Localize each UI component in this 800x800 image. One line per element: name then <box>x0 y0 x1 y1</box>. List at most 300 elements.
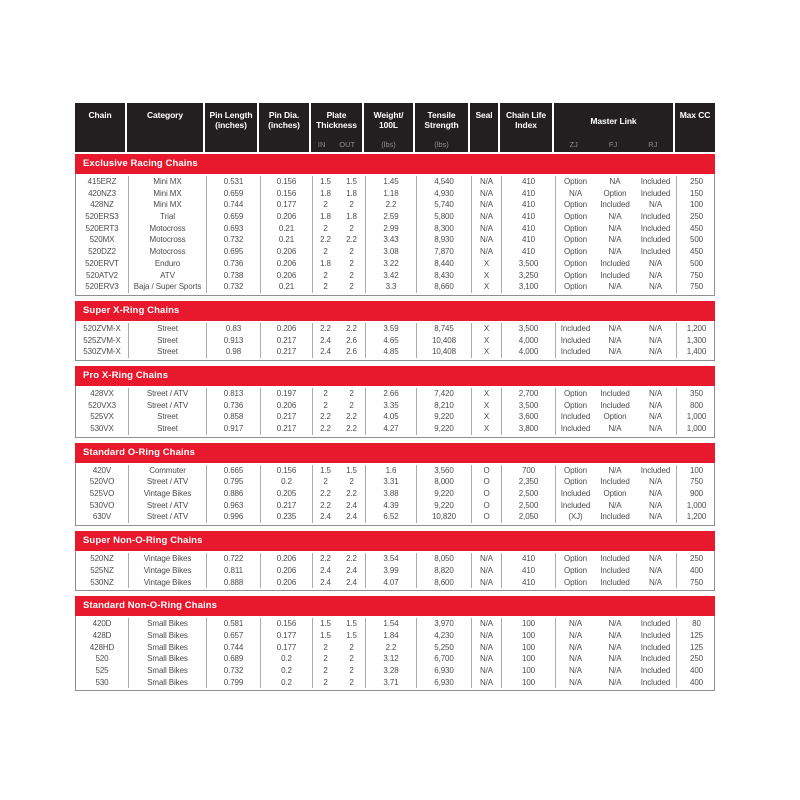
cell-weight-100l: 2.59 <box>365 211 416 223</box>
cell-master-link-fj: Included <box>600 565 630 575</box>
cell-seal: X <box>471 400 501 412</box>
cell-chain: 520ERV3 <box>85 282 119 292</box>
cell-chain: 530VO <box>89 500 115 510</box>
cell-pin-dia: 0.206 <box>260 577 312 589</box>
cell-seal: N/A <box>471 199 501 211</box>
header-plate-thickness <box>311 103 362 152</box>
header-category-label: Category <box>146 110 184 120</box>
cell-master-link-rj: N/A <box>648 258 663 268</box>
cell-chain: 525VX <box>90 412 114 422</box>
cell-master-link-zj: N/A <box>555 677 595 689</box>
table-row <box>76 176 714 188</box>
cell-max-cc: 1,300 <box>676 335 716 347</box>
cell-plate-in: 2.2 <box>312 500 338 512</box>
cell-seal: X <box>471 411 501 423</box>
cell-master-link-zj: Included <box>555 323 595 335</box>
cell-plate-out: 1.8 <box>346 212 357 222</box>
cell-tensile-strength: 5,800 <box>416 211 471 223</box>
cell-chain: 415ERZ <box>87 177 117 186</box>
cell-plate-out: 2.4 <box>346 565 357 575</box>
table-header-row <box>75 103 715 152</box>
header-master-link-sub-fj: FJ <box>608 139 618 149</box>
cell-max-cc: 1,200 <box>676 511 716 523</box>
cell-pin-length: 0.732 <box>206 281 260 293</box>
cell-pin-length: 0.813 <box>206 388 260 400</box>
cell-chain: 520NZ <box>90 554 114 564</box>
cell-chain: 428D <box>92 630 112 640</box>
cell-chain: 520ATV2 <box>85 270 119 280</box>
cell-max-cc: 750 <box>676 270 716 282</box>
cell-master-link-fj: N/A <box>608 630 622 640</box>
cell-weight-100l: 2.2 <box>365 199 416 211</box>
cell-chain: 530NZ <box>90 577 114 587</box>
header-chain-label: Chain <box>88 110 112 120</box>
cell-plate-in: 2.4 <box>312 577 338 589</box>
cell-chain-life-index: 3,800 <box>501 423 555 435</box>
header-max-cc-label: Max CC <box>679 110 711 120</box>
cell-plate-out: 2.2 <box>346 323 357 333</box>
table-row <box>76 565 714 577</box>
cell-chain-life-index: 410 <box>501 577 555 589</box>
header-tensile-line2: Strength <box>424 120 459 131</box>
cell-max-cc: 1,000 <box>676 423 716 435</box>
cell-master-link-zj: Included <box>555 500 595 512</box>
cell-chain: 520VO <box>89 477 115 487</box>
cell-category: Mini MX <box>128 176 206 188</box>
cell-plate-out: 1.5 <box>346 177 357 186</box>
cell-tensile-strength: 10,408 <box>416 335 471 347</box>
cell-chain-life-index: 100 <box>501 677 555 689</box>
cell-category: Street <box>128 346 206 358</box>
cell-chain-life-index: 410 <box>501 211 555 223</box>
cell-seal: X <box>471 423 501 435</box>
cell-pin-length: 0.811 <box>206 565 260 577</box>
cell-master-link-fj: N/A <box>608 282 622 292</box>
cell-category: ATV <box>128 270 206 282</box>
cell-pin-dia: 0.206 <box>260 258 312 270</box>
cell-chain: 428HD <box>89 642 115 652</box>
cell-master-link-fj: N/A <box>608 619 622 629</box>
cell-tensile-strength: 4,930 <box>416 188 471 200</box>
cell-tensile-strength: 8,930 <box>416 234 471 246</box>
cell-plate-out: 2 <box>349 477 354 487</box>
cell-weight-100l: 1.6 <box>365 465 416 477</box>
cell-pin-length: 0.732 <box>206 665 260 677</box>
cell-tensile-strength: 8,210 <box>416 400 471 412</box>
cell-master-link-rj: Included <box>640 223 671 233</box>
cell-category: Small Bikes <box>128 642 206 654</box>
cell-plate-out: 2.2 <box>346 235 357 245</box>
table-row <box>76 270 714 282</box>
cell-pin-length: 0.917 <box>206 423 260 435</box>
cell-chain-life-index: 700 <box>501 465 555 477</box>
cell-plate-out: 2.6 <box>346 335 357 345</box>
table-row <box>76 423 714 435</box>
cell-master-link-rj: N/A <box>648 500 663 510</box>
cell-plate-out: 2.4 <box>346 500 357 510</box>
table-row <box>76 199 714 211</box>
cell-pin-dia: 0.217 <box>260 411 312 423</box>
cell-chain-life-index: 3,100 <box>501 281 555 293</box>
section-body <box>75 174 715 296</box>
cell-pin-length: 0.695 <box>206 246 260 258</box>
cell-chain: 428NZ <box>90 200 114 210</box>
cell-pin-length: 0.963 <box>206 500 260 512</box>
cell-seal: N/A <box>471 211 501 223</box>
cell-master-link-zj: Option <box>555 234 595 246</box>
cell-pin-dia: 0.217 <box>260 500 312 512</box>
cell-max-cc: 450 <box>676 246 716 258</box>
cell-plate-in: 2.4 <box>312 511 338 523</box>
cell-category: Street <box>128 423 206 435</box>
cell-master-link-rj: Included <box>640 665 671 675</box>
cell-pin-dia: 0.21 <box>260 281 312 293</box>
cell-plate-in: 2.4 <box>312 346 338 358</box>
cell-pin-length: 0.858 <box>206 411 260 423</box>
header-weight-line1: Weight/ <box>373 110 404 120</box>
cell-tensile-strength: 8,050 <box>416 553 471 565</box>
cell-chain-life-index: 3,500 <box>501 258 555 270</box>
cell-chain: 520DZ2 <box>88 247 116 257</box>
header-pin-length <box>205 103 257 152</box>
cell-master-link-zj: Option <box>555 476 595 488</box>
cell-category: Street <box>128 411 206 423</box>
cell-master-link-fj: N/A <box>608 677 622 687</box>
cell-master-link-rj: N/A <box>648 477 663 487</box>
cell-category: Street / ATV <box>128 500 206 512</box>
table-row <box>76 281 714 293</box>
cell-plate-in: 2 <box>312 223 338 235</box>
table-row <box>76 258 714 270</box>
header-tensile <box>415 103 468 152</box>
cell-master-link-rj: N/A <box>648 323 663 333</box>
cell-pin-length: 0.531 <box>206 176 260 188</box>
cell-pin-dia: 0.21 <box>260 223 312 235</box>
cell-chain: 420V <box>92 465 112 475</box>
cell-category: Street <box>128 335 206 347</box>
cell-seal: X <box>471 335 501 347</box>
cell-master-link-fj: N/A <box>608 665 622 675</box>
cell-seal: N/A <box>471 577 501 589</box>
cell-master-link-fj: Included <box>600 270 630 280</box>
cell-master-link-zj: Included <box>555 488 595 500</box>
cell-chain-life-index: 410 <box>501 176 555 188</box>
cell-weight-100l: 3.88 <box>365 488 416 500</box>
cell-master-link-rj: Included <box>640 247 671 257</box>
table-row <box>76 553 714 565</box>
table-row <box>76 323 714 335</box>
cell-weight-100l: 4.39 <box>365 500 416 512</box>
cell-pin-length: 0.657 <box>206 630 260 642</box>
cell-pin-dia: 0.206 <box>260 565 312 577</box>
cell-chain-life-index: 100 <box>501 642 555 654</box>
table-row <box>76 677 714 689</box>
cell-plate-out: 2 <box>349 665 354 675</box>
cell-plate-in: 2 <box>312 281 338 293</box>
cell-category: Street / ATV <box>128 400 206 412</box>
cell-plate-out: 2.2 <box>346 424 357 433</box>
cell-weight-100l: 4.27 <box>365 423 416 435</box>
cell-pin-dia: 0.156 <box>260 176 312 188</box>
cell-master-link-rj: Included <box>640 630 671 640</box>
cell-master-link-zj: Included <box>555 423 595 435</box>
cell-pin-dia: 0.2 <box>260 677 312 689</box>
table-row <box>76 400 714 412</box>
cell-master-link-rj: N/A <box>648 565 663 575</box>
cell-seal: O <box>471 465 501 477</box>
cell-seal: O <box>471 476 501 488</box>
section-header: Standard Non-O-Ring Chains <box>75 596 715 616</box>
cell-chain: 630V <box>92 512 112 522</box>
cell-category: Trial <box>128 211 206 223</box>
cell-max-cc: 1,400 <box>676 346 716 358</box>
cell-chain-life-index: 410 <box>501 188 555 200</box>
cell-tensile-strength: 8,440 <box>416 258 471 270</box>
cell-master-link-rj: Included <box>640 188 671 198</box>
table-row <box>76 577 714 589</box>
table-row <box>76 642 714 654</box>
cell-weight-100l: 2.99 <box>365 223 416 235</box>
cell-master-link-zj: N/A <box>555 618 595 630</box>
cell-seal: X <box>471 323 501 335</box>
cell-pin-length: 0.799 <box>206 677 260 689</box>
cell-category: Small Bikes <box>128 677 206 689</box>
cell-chain: 530VX <box>90 424 114 433</box>
cell-pin-dia: 0.217 <box>260 423 312 435</box>
cell-master-link-zj: N/A <box>555 642 595 654</box>
cell-tensile-strength: 7,420 <box>416 388 471 400</box>
cell-category: Vintage Bikes <box>128 565 206 577</box>
cell-plate-in: 2 <box>312 246 338 258</box>
cell-master-link-zj: (XJ) <box>555 511 595 523</box>
cell-seal: N/A <box>471 642 501 654</box>
section-body <box>75 616 715 691</box>
cell-chain-life-index: 4,000 <box>501 346 555 358</box>
cell-seal: N/A <box>471 234 501 246</box>
cell-master-link-fj: Included <box>600 477 630 487</box>
cell-pin-dia: 0.217 <box>260 346 312 358</box>
table-row <box>76 653 714 665</box>
table-row <box>76 500 714 512</box>
header-master-link-label: Master Link <box>590 116 637 126</box>
cell-category: Small Bikes <box>128 630 206 642</box>
cell-seal: X <box>471 346 501 358</box>
cell-max-cc: 400 <box>676 565 716 577</box>
cell-master-link-fj: Included <box>600 200 630 210</box>
cell-master-link-zj: Option <box>555 281 595 293</box>
table-row <box>76 246 714 258</box>
header-master-link-sub-rj: RJ <box>648 139 658 149</box>
cell-pin-dia: 0.177 <box>260 642 312 654</box>
cell-seal: N/A <box>471 665 501 677</box>
header-plate-line2: Thickness <box>316 120 357 131</box>
cell-pin-dia: 0.2 <box>260 653 312 665</box>
cell-max-cc: 500 <box>676 258 716 270</box>
cell-plate-in: 2.2 <box>312 411 338 423</box>
cell-pin-dia: 0.156 <box>260 188 312 200</box>
cell-chain-life-index: 3,250 <box>501 270 555 282</box>
cell-plate-in: 2 <box>312 400 338 412</box>
cell-tensile-strength: 9,220 <box>416 411 471 423</box>
cell-plate-in: 2.2 <box>312 423 338 435</box>
cell-master-link-rj: Included <box>640 235 671 245</box>
cell-tensile-strength: 6,700 <box>416 653 471 665</box>
cell-seal: N/A <box>471 618 501 630</box>
table-row <box>76 618 714 630</box>
header-seal <box>470 103 498 152</box>
cell-pin-dia: 0.235 <box>260 511 312 523</box>
cell-chain-life-index: 3,500 <box>501 400 555 412</box>
cell-max-cc: 450 <box>676 223 716 235</box>
cell-master-link-zj: Option <box>555 176 595 188</box>
cell-seal: X <box>471 258 501 270</box>
cell-weight-100l: 2.66 <box>365 388 416 400</box>
header-pin-dia <box>259 103 309 152</box>
cell-master-link-rj: N/A <box>648 412 663 422</box>
cell-weight-100l: 1.45 <box>365 176 416 188</box>
cell-weight-100l: 3.31 <box>365 476 416 488</box>
cell-seal: N/A <box>471 565 501 577</box>
cell-weight-100l: 4.07 <box>365 577 416 589</box>
cell-master-link-fj: N/A <box>608 424 622 433</box>
cell-master-link-fj: Included <box>600 512 630 522</box>
cell-category: Street / ATV <box>128 511 206 523</box>
cell-seal: N/A <box>471 630 501 642</box>
cell-tensile-strength: 8,430 <box>416 270 471 282</box>
cell-master-link-rj: N/A <box>648 424 663 433</box>
table-row <box>76 223 714 235</box>
cell-pin-length: 0.744 <box>206 199 260 211</box>
cell-plate-in: 1.5 <box>312 630 338 642</box>
cell-pin-length: 0.736 <box>206 258 260 270</box>
cell-chain-life-index: 100 <box>501 618 555 630</box>
cell-chain-life-index: 100 <box>501 653 555 665</box>
header-pin-length-line2: (inches) <box>215 120 247 131</box>
section-header: Super X-Ring Chains <box>75 301 715 321</box>
cell-chain: 525NZ <box>90 565 114 575</box>
section-header: Standard O-Ring Chains <box>75 443 715 463</box>
cell-tensile-strength: 3,970 <box>416 618 471 630</box>
cell-plate-out: 2 <box>349 247 354 257</box>
cell-chain: 520ERS3 <box>85 212 119 222</box>
cell-chain-life-index: 2,700 <box>501 388 555 400</box>
cell-master-link-rj: Included <box>640 212 671 222</box>
cell-master-link-fj: N/A <box>608 247 622 257</box>
cell-master-link-fj: NA <box>609 177 621 186</box>
cell-max-cc: 500 <box>676 234 716 246</box>
cell-master-link-rj: N/A <box>648 335 663 345</box>
cell-plate-out: 2 <box>349 400 354 410</box>
cell-master-link-zj: Option <box>555 246 595 258</box>
cell-max-cc: 1,000 <box>676 411 716 423</box>
table-row <box>76 511 714 523</box>
cell-plate-in: 2 <box>312 270 338 282</box>
cell-master-link-zj: Included <box>555 411 595 423</box>
cell-plate-out: 2.4 <box>346 512 357 522</box>
cell-category: Street / ATV <box>128 388 206 400</box>
cell-pin-length: 0.689 <box>206 653 260 665</box>
cell-tensile-strength: 9,220 <box>416 500 471 512</box>
cell-plate-out: 2.2 <box>346 412 357 422</box>
cell-tensile-strength: 9,220 <box>416 423 471 435</box>
cell-pin-length: 0.744 <box>206 642 260 654</box>
cell-pin-dia: 0.206 <box>260 323 312 335</box>
cell-master-link-rj: N/A <box>648 347 663 357</box>
cell-category: Vintage Bikes <box>128 577 206 589</box>
table-row <box>76 630 714 642</box>
header-master-link <box>554 103 673 152</box>
cell-chain: 525VO <box>89 489 115 499</box>
cell-plate-in: 1.8 <box>312 188 338 200</box>
cell-master-link-rj: Included <box>640 619 671 629</box>
cell-chain-life-index: 4,000 <box>501 335 555 347</box>
cell-master-link-rj: N/A <box>648 489 663 499</box>
cell-category: Motocross <box>128 223 206 235</box>
cell-plate-in: 1.5 <box>312 176 338 188</box>
cell-master-link-rj: Included <box>640 642 671 652</box>
cell-plate-out: 2.2 <box>346 489 357 499</box>
cell-weight-100l: 3.3 <box>365 281 416 293</box>
cell-chain: 420NZ3 <box>88 188 116 198</box>
cell-max-cc: 150 <box>676 188 716 200</box>
cell-weight-100l: 3.59 <box>365 323 416 335</box>
cell-seal: N/A <box>471 246 501 258</box>
header-pin-dia-line1: Pin Dia. <box>268 110 300 120</box>
cell-master-link-rj: Included <box>640 465 671 475</box>
cell-max-cc: 750 <box>676 476 716 488</box>
cell-chain-life-index: 2,500 <box>501 488 555 500</box>
cell-seal: N/A <box>471 553 501 565</box>
cell-pin-dia: 0.177 <box>260 199 312 211</box>
cell-plate-out: 2 <box>349 258 354 268</box>
header-weight-line2: 100L <box>379 120 398 131</box>
cell-plate-in: 2 <box>312 476 338 488</box>
cell-chain: 520ERVT <box>85 258 119 268</box>
cell-weight-100l: 3.28 <box>365 665 416 677</box>
cell-weight-100l: 2.2 <box>365 642 416 654</box>
cell-weight-100l: 3.71 <box>365 677 416 689</box>
cell-max-cc: 750 <box>676 281 716 293</box>
cell-plate-out: 2 <box>349 282 354 292</box>
cell-master-link-zj: Option <box>555 565 595 577</box>
cell-tensile-strength: 8,300 <box>416 223 471 235</box>
cell-master-link-fj: N/A <box>608 654 622 664</box>
cell-pin-dia: 0.206 <box>260 400 312 412</box>
cell-plate-in: 1.5 <box>312 618 338 630</box>
cell-master-link-rj: N/A <box>648 554 663 564</box>
cell-master-link-rj: N/A <box>648 200 663 210</box>
cell-tensile-strength: 8,745 <box>416 323 471 335</box>
cell-weight-100l: 1.54 <box>365 618 416 630</box>
cell-chain: 525 <box>95 665 109 675</box>
cell-weight-100l: 3.12 <box>365 653 416 665</box>
cell-category: Street <box>128 323 206 335</box>
cell-weight-100l: 3.22 <box>365 258 416 270</box>
cell-master-link-fj: N/A <box>608 235 622 245</box>
cell-pin-dia: 0.217 <box>260 335 312 347</box>
cell-category: Motocross <box>128 246 206 258</box>
cell-plate-out: 2 <box>349 654 354 664</box>
cell-tensile-strength: 6,930 <box>416 677 471 689</box>
cell-max-cc: 1,000 <box>676 500 716 512</box>
cell-max-cc: 750 <box>676 577 716 589</box>
cell-chain-life-index: 410 <box>501 553 555 565</box>
cell-weight-100l: 3.42 <box>365 270 416 282</box>
cell-master-link-zj: N/A <box>555 653 595 665</box>
cell-pin-length: 0.693 <box>206 223 260 235</box>
header-plate-sub-out: OUT <box>339 139 356 149</box>
cell-pin-length: 0.98 <box>206 346 260 358</box>
